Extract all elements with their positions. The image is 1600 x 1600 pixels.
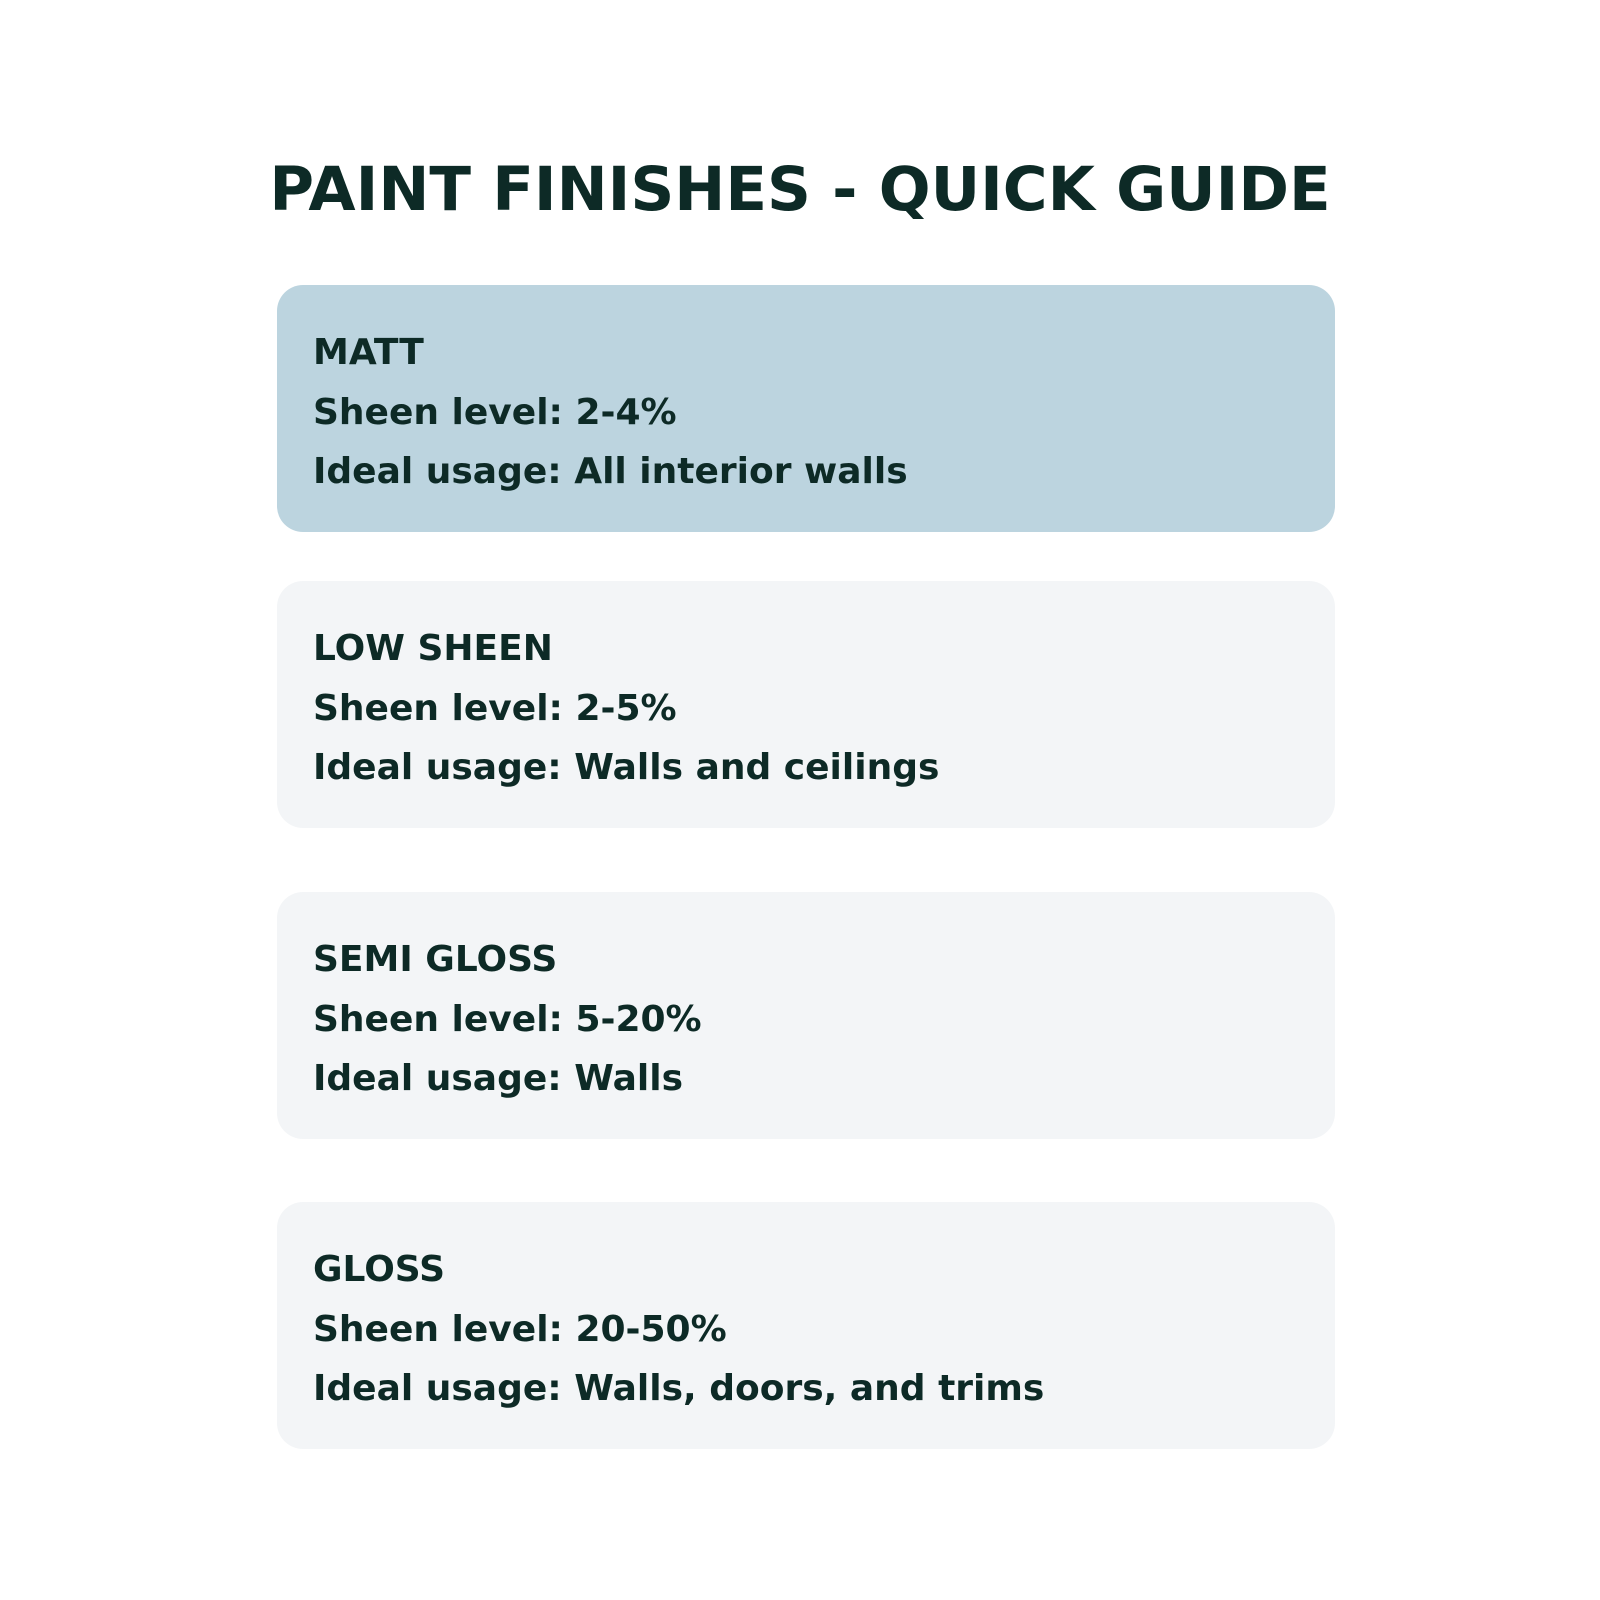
page-title: PAINT FINISHES - QUICK GUIDE <box>269 154 1331 225</box>
finish-card-matt <box>277 285 1335 532</box>
finish-ideal-usage: Ideal usage: Walls and ceilings <box>313 747 940 788</box>
finish-name: SEMI GLOSS <box>313 939 558 980</box>
finish-card-semi-gloss <box>277 892 1335 1139</box>
finish-sheen-level: Sheen level: 5-20% <box>313 998 702 1040</box>
finish-ideal-usage: Ideal usage: Walls, doors, and trims <box>313 1368 1045 1409</box>
finish-name: MATT <box>313 332 424 373</box>
finish-sheen-level: Sheen level: 20-50% <box>313 1308 727 1350</box>
finish-card-gloss <box>277 1202 1335 1449</box>
finish-sheen-level: Sheen level: 2-4% <box>313 391 677 433</box>
finish-ideal-usage: Ideal usage: All interior walls <box>313 451 908 492</box>
finish-name: LOW SHEEN <box>313 628 553 669</box>
finish-ideal-usage: Ideal usage: Walls <box>313 1058 684 1099</box>
finish-card-low-sheen <box>277 581 1335 828</box>
finish-sheen-level: Sheen level: 2-5% <box>313 687 677 729</box>
finish-name: GLOSS <box>313 1249 446 1290</box>
